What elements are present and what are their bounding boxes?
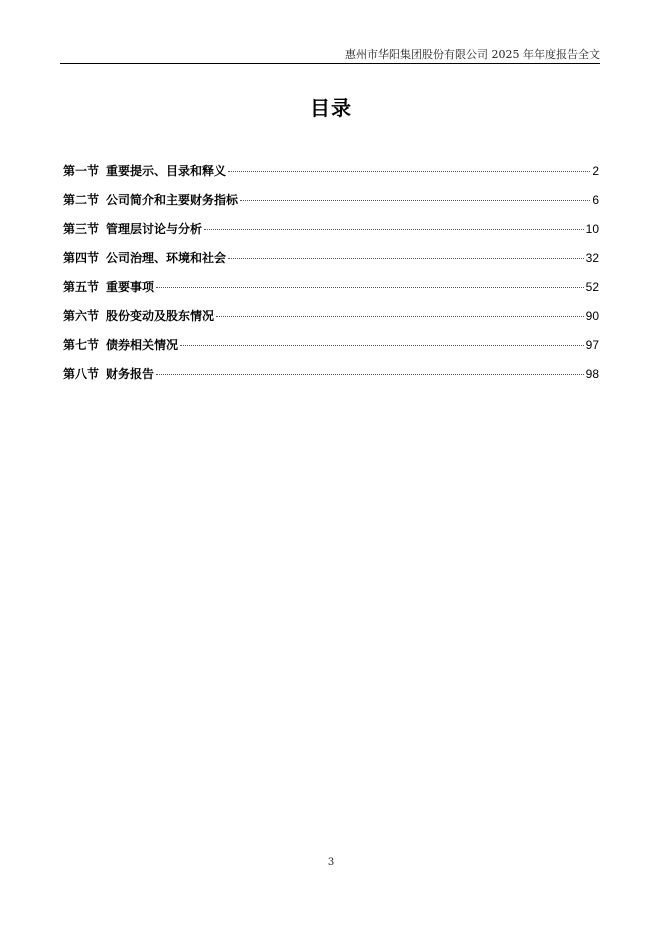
toc-leader-dots (156, 374, 584, 375)
toc-leader-dots (204, 229, 584, 230)
toc-entry-label (63, 162, 226, 179)
toc-section-number: 第七节 (63, 338, 100, 352)
running-header: 惠州市华阳集团股份有限公司 2025 年年度报告全文 (345, 48, 600, 61)
toc-entry-label (63, 249, 226, 266)
toc-section-number: 第二节 (63, 193, 100, 207)
toc-entry[interactable] (63, 162, 599, 191)
toc-section-number: 第四节 (63, 251, 100, 265)
toc-section-title: 公司简介和主要财务指标 (106, 193, 239, 207)
toc-entry[interactable] (63, 191, 599, 220)
toc-entry[interactable] (63, 365, 599, 394)
toc-section-title: 财务报告 (106, 367, 155, 381)
toc-page-number: 97 (585, 338, 599, 352)
header-divider (60, 63, 600, 64)
toc-section-number: 第八节 (63, 367, 100, 381)
page-number: 3 (327, 857, 335, 868)
toc-entry[interactable] (63, 336, 599, 365)
toc-page-number: 6 (592, 193, 599, 207)
toc-entry-label (63, 336, 178, 353)
toc-section-title: 公司治理、环境和社会 (106, 251, 227, 265)
toc-entry[interactable] (63, 249, 599, 278)
toc-page-number: 2 (592, 164, 599, 178)
toc-entry[interactable] (63, 278, 599, 307)
toc-entry-label (63, 191, 238, 208)
toc-section-number: 第五节 (63, 280, 100, 294)
toc-list (63, 162, 599, 394)
toc-section-number: 第六节 (63, 309, 100, 323)
toc-page-number: 98 (585, 367, 599, 381)
toc-entry[interactable] (63, 307, 599, 336)
toc-page-number: 32 (585, 251, 599, 265)
toc-section-number: 第三节 (63, 222, 100, 236)
toc-leader-dots (216, 316, 584, 317)
toc-entry-label (63, 307, 214, 324)
toc-section-title: 重要事项 (106, 280, 155, 294)
toc-title: 目录 (310, 96, 352, 120)
toc-section-title: 重要提示、目录和释义 (106, 164, 227, 178)
toc-leader-dots (240, 200, 590, 201)
toc-entry-label (63, 220, 202, 237)
toc-section-title: 债券相关情况 (106, 338, 179, 352)
toc-page-number: 90 (585, 309, 599, 323)
toc-entry[interactable] (63, 220, 599, 249)
toc-leader-dots (180, 345, 584, 346)
toc-page-number: 52 (585, 280, 599, 294)
toc-section-title: 管理层讨论与分析 (106, 222, 203, 236)
toc-leader-dots (156, 287, 584, 288)
toc-entry-label (63, 365, 154, 382)
toc-page-number: 10 (585, 222, 599, 236)
toc-entry-label (63, 278, 154, 295)
toc-section-title: 股份变动及股东情况 (106, 309, 215, 323)
toc-section-number: 第一节 (63, 164, 100, 178)
toc-leader-dots (228, 171, 590, 172)
toc-leader-dots (228, 258, 584, 259)
